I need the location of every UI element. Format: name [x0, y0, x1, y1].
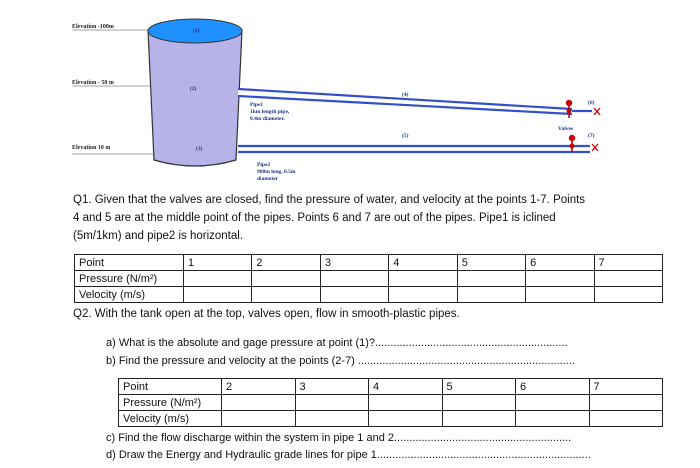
q1-line-1: Q1. Given that the valves are closed, find the pressure of water, and velocity at the points 1-7. Points [73, 194, 586, 206]
point-label-6: (6) [588, 100, 595, 106]
point-label-1: (1) [193, 28, 200, 34]
table-cell: 3 [295, 379, 369, 395]
q2-title: Q2. With the tank open at the top, valves open, flow in smooth-plastic pipes. [73, 308, 460, 320]
table-cell: 7 [594, 255, 662, 271]
table-cell[interactable] [252, 287, 320, 303]
row-label-velocity: Velocity (m/s) [75, 287, 184, 303]
table-cell[interactable] [252, 271, 320, 287]
table-cell[interactable] [516, 395, 590, 411]
point-label-3: (3) [196, 146, 203, 152]
table-cell[interactable] [222, 395, 296, 411]
table-row [119, 379, 663, 395]
table-cell[interactable] [589, 411, 663, 427]
table-cell: 2 [222, 379, 296, 395]
pipe1-description: Pipe1 1km length pipe, 0.4m diameter. [250, 102, 290, 122]
table-cell[interactable] [457, 271, 525, 287]
q2-item-c: c) Find the flow discharge within the system in pipe 1 and 2.......................................................... [106, 432, 572, 444]
valve-pipe2 [569, 135, 575, 152]
table-row [119, 395, 663, 411]
table-cell: 6 [516, 379, 590, 395]
elevation-label-bottom: Elevation 10 m [72, 145, 111, 151]
row-label-pressure: Pressure (N/m²) [75, 271, 184, 287]
tank [148, 25, 242, 166]
table-header-label: Point [119, 379, 222, 395]
valves-label: Valves [558, 126, 574, 132]
table-cell[interactable] [442, 411, 516, 427]
q2-item-a: a) What is the absolute and gage pressure at point (1)?............................................................... [106, 337, 568, 349]
outlet-cross-6 [594, 108, 600, 115]
table-cell[interactable] [516, 411, 590, 427]
table-cell[interactable] [369, 395, 443, 411]
q1-table [74, 254, 663, 303]
table-cell[interactable] [320, 271, 388, 287]
point-label-2: (2) [190, 86, 197, 92]
point-label-4: (4) [402, 92, 409, 98]
point-label-5: (5) [402, 133, 409, 139]
q2-items-cd [106, 430, 591, 464]
q1-line-3: (5m/1km) and pipe2 is horizontal. [73, 230, 244, 242]
table-cell[interactable] [442, 395, 516, 411]
q2-items-ab [106, 334, 575, 370]
table-header-label: Point [75, 255, 184, 271]
table-cell[interactable] [369, 411, 443, 427]
table-cell[interactable] [389, 271, 457, 287]
table-cell[interactable] [184, 287, 252, 303]
table-cell: 3 [320, 255, 388, 271]
table-cell: 6 [526, 255, 594, 271]
table-cell: 2 [252, 255, 320, 271]
table-row [75, 255, 663, 271]
q2-item-d: d) Draw the Energy and Hydraulic grade lines for pipe 1...................................................................... [106, 449, 591, 461]
table-cell[interactable] [589, 395, 663, 411]
elevation-label-top: Elevation -100m [72, 24, 114, 30]
table-cell[interactable] [594, 271, 662, 287]
table-cell: 4 [389, 255, 457, 271]
q1-line-2: 4 and 5 are at the middle point of the pipes. Points 6 and 7 are out of the pipes. Pipe1 is iclined [73, 212, 556, 224]
table-row [75, 271, 663, 287]
q1-text [73, 191, 673, 245]
row-label-pressure: Pressure (N/m²) [119, 395, 222, 411]
table-cell: 4 [369, 379, 443, 395]
table-cell[interactable] [526, 287, 594, 303]
table-row [119, 411, 663, 427]
row-label-velocity: Velocity (m/s) [119, 411, 222, 427]
table-cell: 7 [589, 379, 663, 395]
q2-table [118, 378, 663, 427]
table-cell[interactable] [295, 395, 369, 411]
table-cell[interactable] [526, 271, 594, 287]
table-cell: 5 [442, 379, 516, 395]
table-cell[interactable] [222, 411, 296, 427]
point-label-7: (7) [588, 133, 595, 139]
pipe2-description: Pipe2 900m long, 0.5m diameter [257, 162, 296, 182]
table-cell[interactable] [320, 287, 388, 303]
table-cell[interactable] [184, 271, 252, 287]
table-cell: 5 [457, 255, 525, 271]
table-cell[interactable] [295, 411, 369, 427]
table-cell[interactable] [457, 287, 525, 303]
table-row [75, 287, 663, 303]
table-cell: 1 [184, 255, 252, 271]
table-cell[interactable] [389, 287, 457, 303]
elevation-label-mid: Elevation - 50 m [72, 80, 114, 86]
q2-item-b: b) Find the pressure and velocity at the points (2-7) ....................................................................... [106, 355, 575, 367]
outlet-cross-7 [592, 144, 598, 151]
table-cell[interactable] [594, 287, 662, 303]
